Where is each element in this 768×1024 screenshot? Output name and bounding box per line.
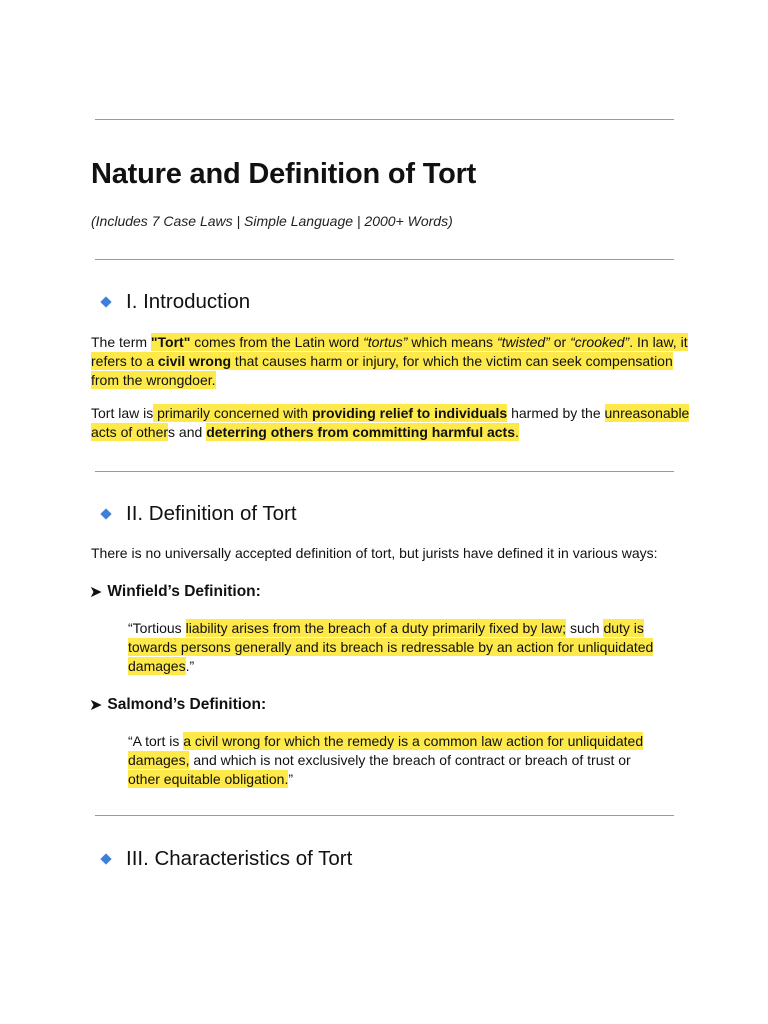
page-title: Nature and Definition of Tort [91, 158, 477, 190]
diamond-bullet-icon [100, 508, 111, 519]
arrow-bullet-icon: ➤ [89, 584, 103, 601]
highlight [153, 404, 507, 422]
intro-paragraph-1 [91, 333, 691, 390]
text-run: or [549, 334, 571, 350]
text-run: unreasonable acts of other [91, 405, 690, 440]
definition-intro: There is no universally accepted definition of tort, but jurists have defined it in various ways: [91, 545, 658, 561]
section-heading-definition [100, 502, 297, 526]
text-run: breach of a duty primarily fixed by law; [327, 620, 567, 636]
diamond-bullet-icon [100, 853, 111, 864]
text-run: . In law, it refers to a [91, 334, 688, 369]
text-run: .” [185, 658, 195, 674]
winfield-quote [128, 619, 658, 676]
winfield-heading [89, 582, 261, 602]
text-run: redressable by an action for unliquidated damages [128, 639, 654, 674]
salmond-heading [89, 695, 266, 715]
diamond-bullet-icon [100, 296, 111, 307]
horizontal-rule [95, 119, 674, 120]
text-run: a civil wrong for which the remedy is a common law action for unliquidated damages, [128, 733, 644, 768]
section-heading-introduction [100, 290, 250, 314]
highlight [328, 619, 566, 637]
bold-term: civil wrong [157, 353, 232, 369]
text-run: ” [288, 771, 294, 787]
page-subtitle: (Includes 7 Case Laws | Simple Language | 2000+ Words) [91, 213, 453, 229]
text-run: harmed by the [507, 405, 605, 421]
italic-term: “tortus” [363, 334, 408, 350]
highlight [206, 423, 519, 441]
highlight [151, 333, 256, 351]
highlight [186, 619, 328, 637]
text-run: m the Latin word [255, 334, 364, 350]
sub-heading-text: Winfield’s Definition: [107, 583, 261, 600]
section-heading-text: III. Characteristics of Tort [126, 847, 353, 870]
bold-term: deterring others from committing harmful acts [206, 424, 516, 440]
text-run: comes fro [190, 334, 256, 350]
horizontal-rule [95, 259, 674, 260]
section-heading-text: I. Introduction [126, 290, 251, 313]
text-run: primarily concerned with [153, 405, 312, 421]
highlight [128, 770, 288, 788]
text-run: other equitable obligation. [128, 771, 289, 787]
italic-term: “twisted” [496, 334, 550, 350]
text-run: “Tortious [128, 620, 186, 636]
text-run: The term [91, 334, 151, 350]
section-heading-characteristics [100, 847, 352, 871]
text-run: . [515, 424, 519, 440]
bold-term: "Tort" [150, 334, 191, 350]
text-run: duty is towards persons generally and its breach is [128, 620, 644, 655]
text-run: which means [407, 334, 497, 350]
text-run: liability arises from the [185, 620, 328, 636]
section-heading-text: II. Definition of Tort [126, 502, 297, 525]
text-run: s and [168, 424, 207, 440]
sub-heading-text: Salmond’s Definition: [107, 696, 267, 713]
text-run: Tort law is [91, 405, 154, 421]
italic-term: “crooked” [570, 334, 630, 350]
intro-paragraph-2 [91, 404, 691, 442]
arrow-bullet-icon: ➤ [89, 697, 103, 714]
text-run: and which is not exclusively the breach of contract or breach of trust or [189, 752, 631, 768]
horizontal-rule [95, 815, 674, 816]
text-run: that causes harm or injury, for which the victim can seek compensation from the wrongdoer. [91, 353, 673, 388]
bold-term: providing relief to individuals [311, 405, 508, 421]
text-run: such [566, 620, 604, 636]
horizontal-rule [95, 471, 674, 472]
salmond-quote [128, 732, 658, 789]
text-run: “A tort is [128, 733, 184, 749]
